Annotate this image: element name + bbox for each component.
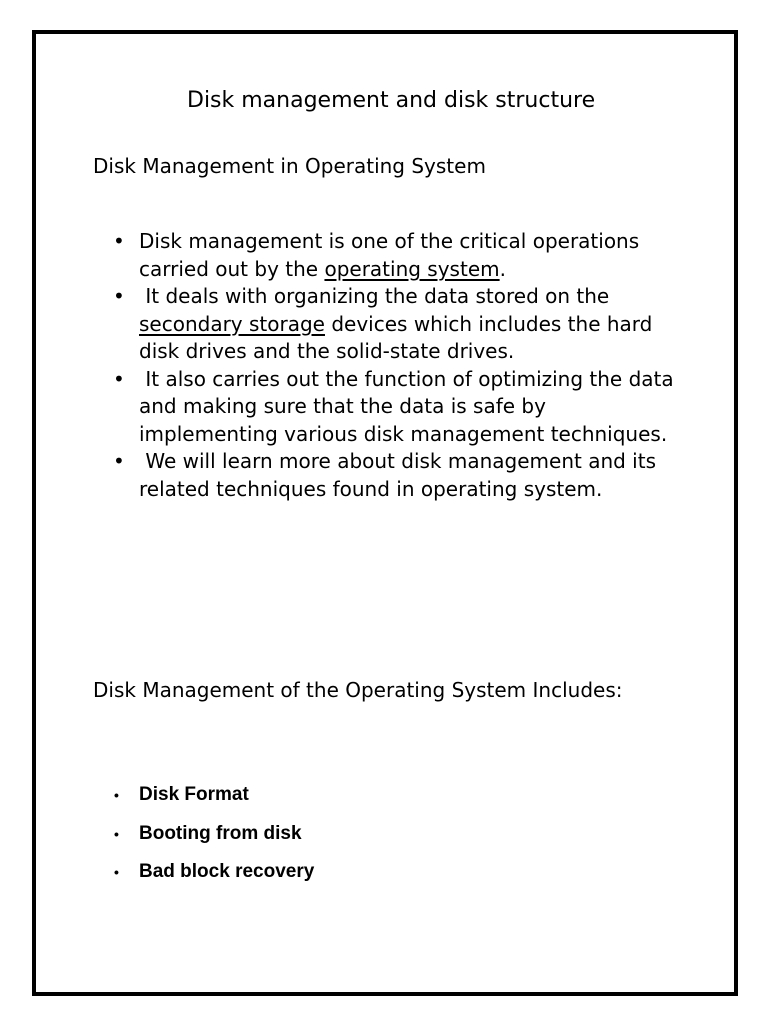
bullet-text: We will learn more about disk management and its related techniques found in operating system. <box>139 449 663 501</box>
bullet-text-end: devices which includes the hard disk drives and the solid-state drives. <box>139 311 659 363</box>
list-item <box>113 283 679 366</box>
bullet-icon: • <box>113 449 125 473</box>
list-item-label: Disk Format <box>139 784 249 805</box>
document-title: Disk management and disk structure <box>187 88 596 113</box>
list-item <box>113 366 680 449</box>
bullet-icon: • <box>113 366 125 391</box>
bullet-text: Disk management is one of the critical operations carried out by the <box>139 229 640 281</box>
operating-system-link[interactable]: operating system <box>324 256 500 281</box>
section-heading-disk-management: Disk Management in Operating System <box>93 154 486 178</box>
bullet-icon: • <box>114 787 119 803</box>
bullet-icon: • <box>114 825 119 842</box>
list-item <box>114 857 315 896</box>
bullet-icon: • <box>113 229 125 253</box>
bullet-text-end: . <box>499 256 506 281</box>
bullet-icon: • <box>113 284 125 308</box>
secondary-storage-link[interactable]: secondary storage <box>139 311 325 336</box>
disk-management-bullet-list <box>113 228 680 503</box>
section-heading-includes: Disk Management of the Operating System Includes: <box>93 678 623 702</box>
bullet-text: It also carries out the function of optimizing the data and making sure that the data is safe by implementing various disk management techniques. <box>139 366 680 446</box>
list-item <box>114 780 314 819</box>
list-item <box>114 819 314 858</box>
bullet-text: It deals with organizing the data stored on the <box>139 284 616 308</box>
bullet-icon: • <box>114 864 119 880</box>
list-item-label: Bad block recovery <box>139 861 315 882</box>
list-item <box>113 228 679 283</box>
disk-management-includes-list <box>114 780 315 896</box>
list-item-label: Booting from disk <box>139 822 302 844</box>
list-item <box>113 448 679 503</box>
